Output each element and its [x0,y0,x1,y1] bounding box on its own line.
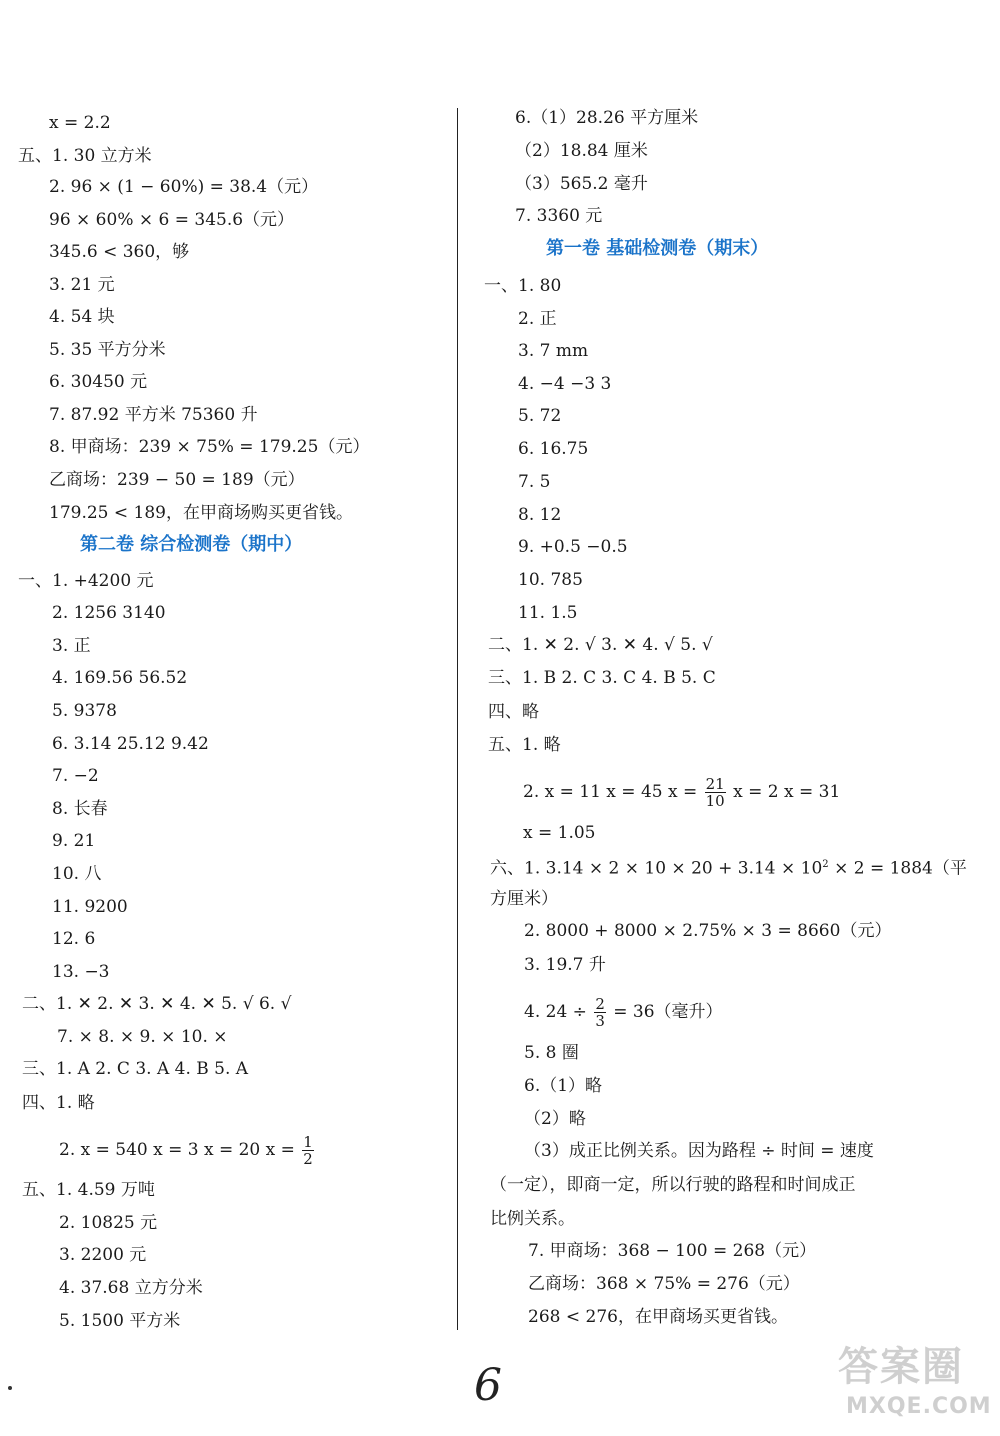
answer-line: 乙商场：368 × 75% = 276（元） [528,1274,800,1294]
equation-text: × 2 = 1884（平 [828,858,967,879]
stray-dot [8,1386,12,1390]
answer-line: 7. 5 [518,472,551,492]
answer-line: 3. 正 [52,636,91,656]
answer-line: 四、略 [488,702,539,722]
exponent: 2 [822,859,829,870]
equation-text: = 36（毫升） [613,1002,723,1022]
answer-line: 5. 1500 平方米 [59,1311,181,1331]
answer-line: 3. 21 元 [49,275,115,295]
equation-text: 六、1. 3.14 × 2 × 10 × 20 + 3.14 × 10 [490,858,823,879]
answer-line: 11. 9200 [52,897,128,917]
answer-line: 三、1. A 2. C 3. A 4. B 5. A [22,1059,249,1079]
answer-line: 4. −4 −3 3 [518,374,612,394]
page-number: 6 [474,1360,502,1411]
answer-line: 7. 甲商场：368 − 100 = 268（元） [528,1241,817,1261]
column-divider [457,108,458,1330]
answer-line: 10. 八 [52,864,102,884]
watermark-url: MXQE.COM [846,1394,992,1419]
answer-line: 13. −3 [52,962,110,982]
answer-line: 10. 785 [518,570,583,590]
answer-line: 五、1. 4.59 万吨 [22,1180,155,1200]
answer-line: 4. 37.68 立方分米 [59,1278,203,1298]
equation-text: 4. 24 ÷ [524,1002,587,1022]
answer-line: 5. 9378 [52,701,117,721]
answer-line: 179.25 < 189，在甲商场购买更省钱。 [49,503,353,523]
watermark-text: 答案圈 [838,1344,964,1390]
watermark-logo [838,1344,992,1428]
fraction: $\frac{21}{10}$ [705,775,725,810]
answer-line: 268 < 276，在甲商场买更省钱。 [528,1307,788,1327]
answer-line: 96 × 60% × 6 = 345.6（元） [49,210,295,230]
answer-line: 2. 正 [518,309,557,329]
answer-line: 3. 19.7 升 [524,955,606,975]
answer-line: 二、1. ✕ 2. ✕ 3. ✕ 4. ✕ 5. √ 6. √ [22,994,292,1014]
answer-line: 方厘米） [490,889,558,909]
answer-line: 一、1. +4200 元 [18,571,154,591]
answer-line: 6. 30450 元 [49,372,148,392]
answer-line: 4. 169.56 56.52 [52,668,188,688]
equation-text: 2. x = 11 x = 45 x = [523,782,698,802]
answer-line: 五、1. 略 [488,735,561,755]
answer-line: 8. 12 [518,505,562,525]
answer-line: 3. 2200 元 [59,1245,147,1265]
answer-line: 乙商场：239 − 50 = 189（元） [49,470,305,490]
answer-line: x = 1.05 [523,823,596,843]
answer-line: 7. −2 [52,766,99,786]
answer-line: 7. 87.92 平方米 75360 升 [49,405,258,425]
answer-line: 2. 10825 元 [59,1213,158,1233]
answer-line: 2. 96 × (1 − 60%) = 38.4（元） [49,177,319,197]
answer-line [490,854,967,880]
answer-line: 6. 16.75 [518,439,589,459]
answer-line: 7. × 8. × 9. × 10. × [57,1027,228,1047]
answer-line: 比例关系。 [490,1209,575,1229]
answer-line: 2. 8000 + 8000 × 2.75% × 3 = 8660（元） [524,921,892,941]
answer-line: （一定），即商一定，所以行驶的路程和时间成正 [490,1175,856,1195]
answer-line: 2. 1256 3140 [52,603,166,623]
answer-line: （2）18.84 厘米 [515,141,648,161]
answer-line: 8. 甲商场：239 × 75% = 179.25（元） [49,437,370,457]
equation-text: x = 2 x = 31 [733,782,841,802]
answer-line: 5. 72 [518,406,562,426]
answer-line: 11. 1.5 [518,603,578,623]
answer-line: 四、1. 略 [22,1093,95,1113]
answer-line: 二、1. ✕ 2. √ 3. ✕ 4. √ 5. √ [488,635,713,655]
answer-line: 3. 7 mm [518,341,589,361]
answer-line: 6.（1）28.26 平方厘米 [515,108,699,128]
answer-line: 8. 长春 [52,799,108,819]
answer-line: （3）成正比例关系。因为路程 ÷ 时间 = 速度 [524,1141,874,1161]
answer-line: 5. 35 平方分米 [49,340,166,360]
equation-text: 2. x = 540 x = 3 x = 20 x = [59,1140,295,1160]
answer-line: 5. 8 圈 [524,1043,579,1063]
answer-line: 9. 21 [52,831,96,851]
answer-line: 一、1. 80 [484,276,562,296]
answer-line [59,1134,316,1167]
answer-line: 6. 3.14 25.12 9.42 [52,734,209,754]
section-heading: 第一卷 基础检测卷（期末） [546,238,769,259]
answer-line: 三、1. B 2. C 3. C 4. B 5. C [488,668,716,688]
fraction: $\frac{2}{3}$ [595,995,605,1030]
answer-line: x = 2.2 [49,113,111,133]
answer-line: 12. 6 [52,929,96,949]
answer-line: 五、1. 30 立方米 [18,146,152,166]
fraction: $\frac{1}{2}$ [303,1133,313,1168]
answer-line: 7. 3360 元 [515,206,603,226]
answer-line: 4. 54 块 [49,307,115,327]
answer-line: （2）略 [524,1109,586,1129]
answer-line: 345.6 < 360，够 [49,242,190,262]
answer-line: （3）565.2 毫升 [515,174,648,194]
answer-line: 6.（1）略 [524,1076,603,1096]
answer-line [523,776,840,809]
answer-line [524,996,723,1029]
section-heading: 第二卷 综合检测卷（期中） [80,534,303,555]
answer-line: 9. +0.5 −0.5 [518,537,628,557]
